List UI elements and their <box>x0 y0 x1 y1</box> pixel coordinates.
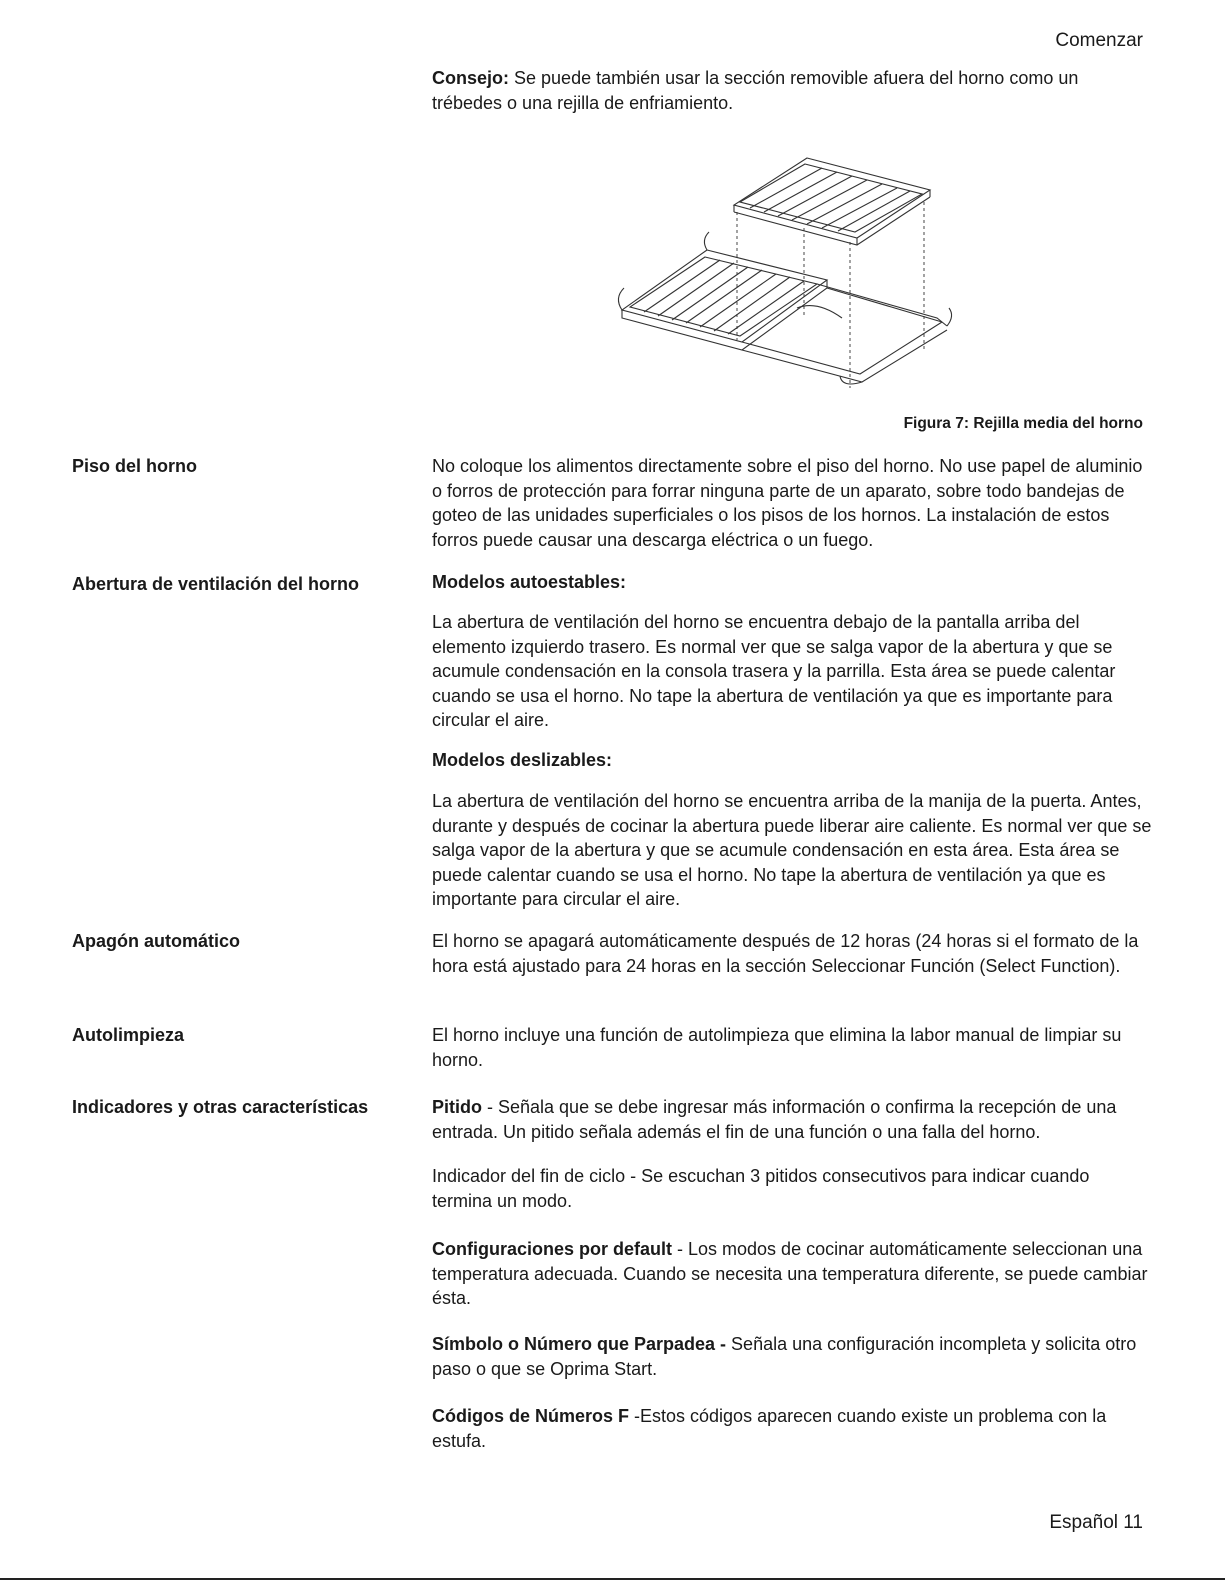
label-autolimpieza: Autolimpieza <box>72 1025 185 1045</box>
figure-caption: Figura 7: Rejilla media del horno <box>903 415 1143 432</box>
label-apagon: Apagón automático <box>72 931 241 951</box>
pitido-title: Pitido <box>432 1097 482 1117</box>
section-header: Comenzar <box>1055 30 1143 51</box>
fin-ciclo-paragraph: Indicador del fin de ciclo - Se escuchan 3 pitidos consecutivos para indicar cuando termina un modo. <box>432 1166 1090 1211</box>
oven-rack-illustration <box>612 150 962 395</box>
simbolo-paragraph <box>432 1332 1152 1381</box>
label-ventilacion: Abertura de ventilación del horno <box>72 574 360 594</box>
deslizables-paragraph: La abertura de ventilación del horno se encuentra arriba de la manija de la puerta. Antes, durante y después de cocinar la abertura puede liberar aire caliente. Es normal ver que se salga vapor de la abertura y que se acumule condensación en esta área. Esta área se puede calentar cuando se usa el horno. No tape la abertura de ventilación ya que es importante para circular el aire. <box>432 791 1152 909</box>
apagon-paragraph: El horno se apagará automáticamente después de 12 horas (24 horas si el formato de la hora está ajustado para 24 horas en la sección Seleccionar Función (Select Function). <box>432 931 1139 976</box>
bottom-rule <box>0 1578 1225 1580</box>
codigos-paragraph <box>432 1404 1152 1453</box>
simbolo-text: Señala una configuración incompleta y solicita otro paso o que se Oprima Start. <box>432 1334 1137 1379</box>
simbolo-title: Símbolo o Número que Parpadea - <box>432 1334 727 1354</box>
label-indicadores: Indicadores y otras características <box>72 1097 369 1117</box>
consejo-paragraph <box>432 66 1152 115</box>
piso-paragraph: No coloque los alimentos directamente sobre el piso del horno. No use papel de aluminio o forros de protección para forrar ninguna parte de un aparato, sobre todo bandejas de goteo de las unidades superficiales o los pisos de los hornos. La instalación de estos forros puede causar una descarga eléctrica o un fuego. <box>432 456 1143 550</box>
codigos-text: -Estos códigos aparecen cuando existe un problema con la estufa. <box>432 1406 1107 1451</box>
pitido-text: - Señala que se debe ingresar más información o confirma la recepción de una entrada. Un pitido señala además el fin de una función o una falla del horno. <box>432 1097 1117 1142</box>
pitido-paragraph <box>432 1095 1152 1144</box>
config-text: - Los modos de cocinar automáticamente seleccionan una temperatura adecuada. Cuando se necesita una temperatura diferente, se puede cambiar ésta. <box>432 1239 1148 1308</box>
autoestables-title: Modelos autoestables: <box>432 572 627 592</box>
config-title: Configuraciones por default <box>432 1239 673 1259</box>
autolimpieza-paragraph: El horno incluye una función de autolimpieza que elimina la labor manual de limpiar su horno. <box>432 1025 1122 1070</box>
page-number: Español 11 <box>1049 1512 1143 1533</box>
label-piso: Piso del horno <box>72 456 198 476</box>
consejo-label: Consejo: <box>432 68 510 88</box>
autoestables-paragraph: La abertura de ventilación del horno se encuentra debajo de la pantalla arriba del elemento izquierdo trasero. Es normal ver que se salga vapor de la abertura y que se acumule condensación en la consola trasera y la parrilla. Esta área se puede calentar cuando se usa el horno. No tape la abertura de ventilación ya que es importante para circular el aire. <box>432 612 1116 730</box>
consejo-text: Se puede también usar la sección removible afuera del horno como un trébedes o una rejilla de enfriamiento. <box>432 68 1079 113</box>
config-paragraph <box>432 1237 1152 1311</box>
deslizables-title: Modelos deslizables: <box>432 750 613 770</box>
codigos-title: Códigos de Números F <box>432 1406 630 1426</box>
